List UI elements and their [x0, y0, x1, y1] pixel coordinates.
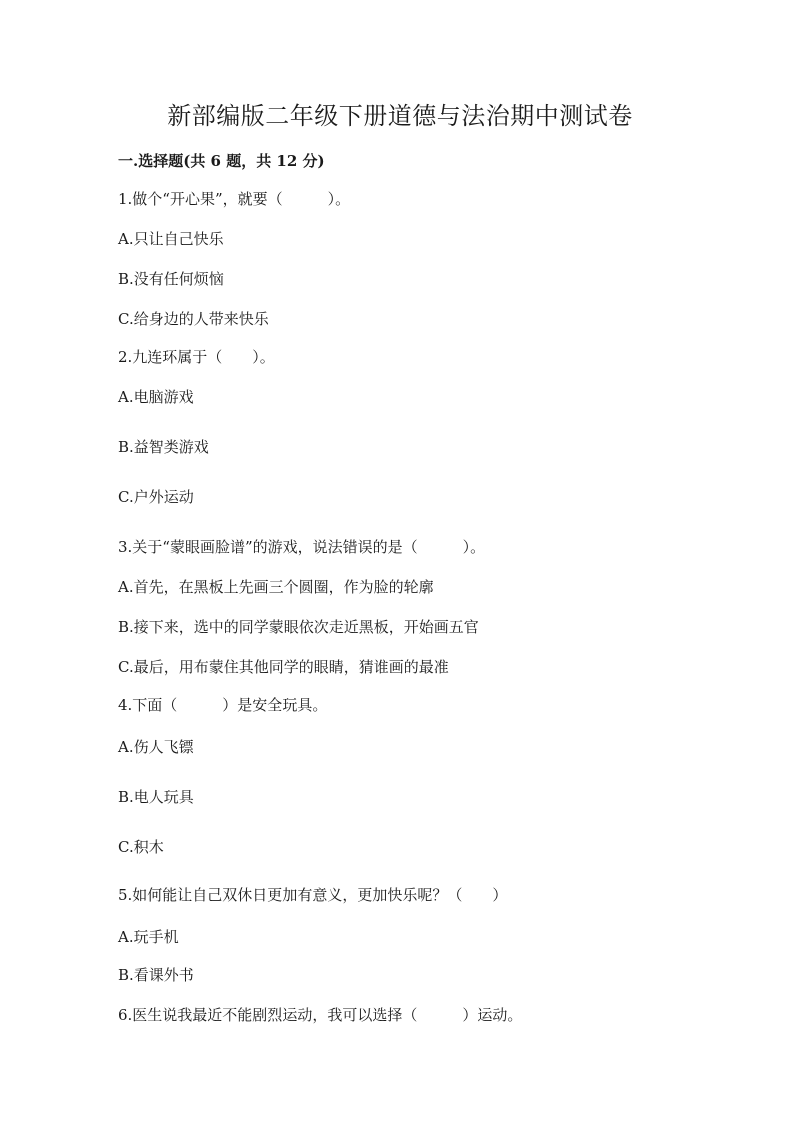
question-1-option-c: C.给身边的人带来快乐: [118, 310, 269, 328]
question-5-option-b: B.看课外书: [118, 966, 194, 984]
question-4-stem: 4.下面（ ）是安全玩具。: [118, 696, 328, 714]
question-6-stem: 6.医生说我最近不能剧烈运动，我可以选择（ ）运动。: [118, 1006, 523, 1024]
question-2-option-b: B.益智类游戏: [118, 438, 209, 456]
question-2-option-c: C.户外运动: [118, 488, 194, 506]
question-5-option-a: A.玩手机: [118, 928, 179, 946]
question-3-option-a: A.首先，在黑板上先画三个圆圈，作为脸的轮廓: [118, 578, 434, 596]
question-1-option-b: B.没有任何烦恼: [118, 270, 224, 288]
question-4-option-b: B.电人玩具: [118, 788, 194, 806]
question-4-option-a: A.伤人飞镖: [118, 738, 194, 756]
question-1-stem: 1.做个“开心果”，就要（ ）。: [118, 190, 351, 208]
question-4-option-c: C.积木: [118, 838, 164, 856]
question-5-stem: 5.如何能让自己双休日更加有意义，更加快乐呢？（ ）: [118, 886, 508, 904]
question-2-stem: 2.九连环属于（ ）。: [118, 348, 275, 366]
question-1-option-a: A.只让自己快乐: [118, 230, 224, 248]
question-3-option-b: B.接下来，选中的同学蒙眼依次走近黑板，开始画五官: [118, 618, 479, 636]
question-2-option-a: A.电脑游戏: [118, 388, 194, 406]
page-title: 新部编版二年级下册道德与法治期中测试卷: [167, 102, 633, 130]
question-3-option-c: C.最后，用布蒙住其他同学的眼睛，猜谁画的最准: [118, 658, 449, 676]
question-3-stem: 3.关于“蒙眼画脸谱”的游戏，说法错误的是（ ）。: [118, 538, 486, 556]
section-heading: 一.选择题(共 6 题，共 12 分): [118, 152, 325, 170]
